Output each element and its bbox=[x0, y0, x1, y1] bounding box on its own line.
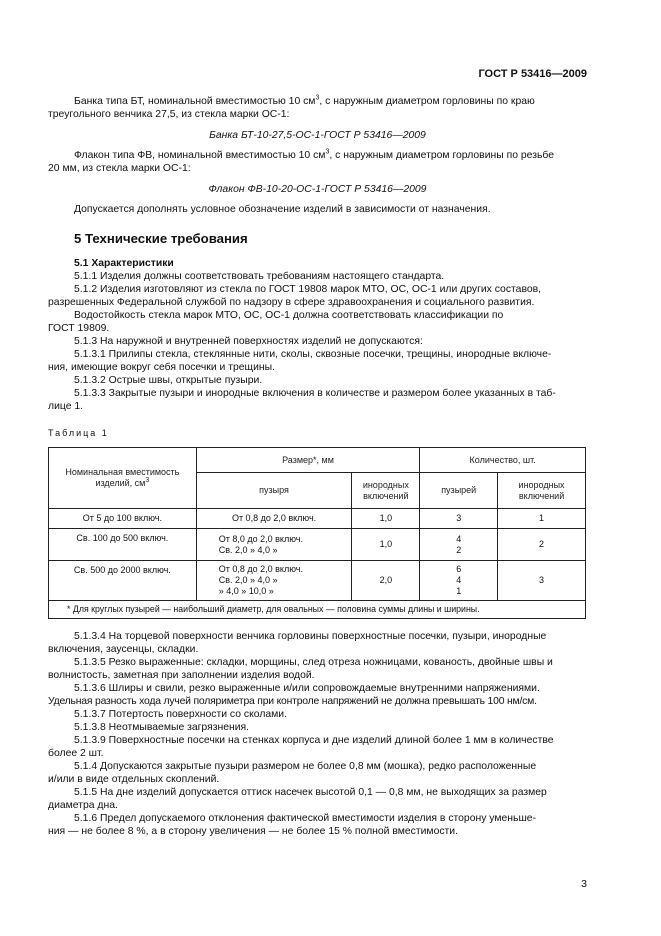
row-bubble-count: 4 2 bbox=[420, 529, 498, 561]
row-capacity: Св. 500 до 2000 включ. bbox=[49, 561, 197, 601]
clause-5-1-4-line-1: 5.1.4 Допускаются закрытые пузыри размером не более 0,8 мм (мошка), редко расположенные bbox=[74, 761, 537, 772]
section-title: 5 Технические требования bbox=[74, 231, 248, 246]
clause-5-1-3: 5.1.3 На наружной и внутренней поверхностях изделий не допускаются: bbox=[74, 336, 423, 347]
page-number: 3 bbox=[581, 878, 587, 890]
row-bubble-count: 3 bbox=[420, 509, 498, 529]
clause-5-1-2-line-4: ГОСТ 19809. bbox=[48, 323, 110, 334]
document-id: ГОСТ Р 53416—2009 bbox=[478, 68, 587, 80]
row-inclusion-size: 2,0 bbox=[352, 561, 420, 601]
clause-5-1-2-line-3: Водостойкость стекла марок МТО, ОС, ОС-1 должна соответствовать классификации по bbox=[74, 310, 504, 321]
clause-5-1-3-4-line-2: включения, заусенцы, складки. bbox=[48, 644, 199, 655]
subheader-bubble-count: пузырей bbox=[420, 473, 498, 509]
intro-paragraph-3: Допускается дополнять условное обозначение изделий в зависимости от назначения. bbox=[74, 204, 491, 215]
clause-5-1-3-1-line-2: ния, имеющие вокруг себя посечки и трещины. bbox=[48, 362, 275, 373]
clause-5-1-3-5-line-2: волнистость, заметная при заполнении изделия водой. bbox=[48, 670, 315, 681]
header-size: Размер*, мм bbox=[196, 448, 420, 473]
row-inclusion-count: 3 bbox=[498, 561, 586, 601]
intro-paragraph-2: Флакон типа ФВ, номинальной вместимостью 10 $см^3$, с наружным диаметром горловины по резьбе bbox=[74, 148, 554, 161]
row-capacity: От 5 до 100 включ. bbox=[49, 509, 197, 529]
clause-5-1-3-9-line-2: более 2 шт. bbox=[48, 748, 104, 759]
clause-5-1-3-2: 5.1.3.2 Острые швы, открытые пузыри. bbox=[74, 375, 263, 386]
clause-5-1-6-line-1: 5.1.6 Предел допускаемого отклонения фактической вместимости изделия в сторону уменьше- bbox=[74, 813, 537, 824]
header-quantity: Количество, шт. bbox=[420, 448, 586, 473]
clause-5-1-3-9-line-1: 5.1.3.9 Поверхностные посечки на стенках корпуса и дне изделий длиной более 1 мм в количестве bbox=[74, 735, 554, 746]
row-bubble-size: От 0,8 до 2,0 включ. bbox=[196, 509, 352, 529]
table-1 bbox=[48, 447, 586, 619]
clause-5-1-1: 5.1.1 Изделия должны соответствовать требованиям настоящего стандарта. bbox=[74, 271, 445, 282]
clause-5-1-5-line-1: 5.1.5 На дне изделий допускается оттиск насечек высотой 0,1 — 0,8 мм, не выходящих за размер bbox=[74, 787, 547, 798]
table-row bbox=[49, 561, 586, 601]
example-designation-1: Банка БТ-10-27,5-ОС-1-ГОСТ Р 53416—2009 bbox=[209, 130, 426, 141]
subheader-inclusion-size: инородных включений bbox=[352, 473, 420, 509]
row-bubble-count: 6 4 1 bbox=[420, 561, 498, 601]
clause-5-1-3-7: 5.1.3.7 Потертость поверхности со сколами. bbox=[74, 709, 287, 720]
clause-5-1-3-6-line-1: 5.1.3.6 Шлиры и свили, резко выраженные и/или сопровождаемые внутренними напряжениями. bbox=[74, 683, 540, 694]
row-inclusion-count: 2 bbox=[498, 529, 586, 561]
clause-5-1-3-3-line-1: 5.1.3.3 Закрытые пузыри и инородные включения в количестве и размером более указанных в таб- bbox=[74, 388, 556, 399]
intro-paragraph-1: Банка типа БТ, номинальной вместимостью 10 $см^3$, с наружным диаметром горловины по краю bbox=[74, 94, 535, 107]
table-footnote: * Для круглых пузырей — наибольший диаметр, для овальных — половина суммы длины и ширины. bbox=[49, 601, 586, 619]
row-inclusion-count: 1 bbox=[498, 509, 586, 529]
header-capacity: Номинальная вместимость изделий, $см^3$ bbox=[49, 448, 197, 509]
row-bubble-size: От 0,8 до 2,0 включ. Св. 2,0 » 4,0 » » 4,0 » 10,0 » bbox=[196, 561, 352, 601]
clause-5-1-3-6-line-2: Удельная разность хода лучей поляриметра при контроле напряжений не должна превышать 100 нм/см. bbox=[48, 696, 537, 707]
row-capacity: Св. 100 до 500 включ. bbox=[49, 529, 197, 561]
intro-paragraph-1-cont: треугольного венчика 27,5, из стекла марки ОС-1: bbox=[48, 109, 290, 120]
clause-5-1-2-line-1: 5.1.2 Изделия изготовляют из стекла по ГОСТ 19808 марок МТО, ОС, ОС-1 или других составов, bbox=[74, 284, 542, 295]
table-row bbox=[49, 509, 586, 529]
subheader-inclusion-count: инородных включений bbox=[498, 473, 586, 509]
subsection-title: 5.1 Характеристики bbox=[74, 258, 174, 269]
clause-5-1-6-line-2: ния — не более 8 %, а в сторону увеличения — не более 15 % полной вместимости. bbox=[48, 826, 458, 837]
subheader-bubble-size: пузыря bbox=[196, 473, 352, 509]
table-caption: Таблица 1 bbox=[48, 428, 109, 438]
intro-paragraph-2-cont: 20 мм, из стекла марки ОС-1: bbox=[48, 163, 191, 174]
clause-5-1-5-line-2: диаметра дна. bbox=[48, 800, 118, 811]
row-inclusion-size: 1,0 bbox=[352, 529, 420, 561]
clause-5-1-2-line-2: разрешенных Федеральной службой по надзору в сфере здравоохранения и социального развития. bbox=[48, 297, 535, 308]
example-designation-2: Флакон ФВ-10-20-ОС-1-ГОСТ Р 53416—2009 bbox=[208, 184, 427, 195]
clause-5-1-3-3-line-2: лице 1. bbox=[48, 401, 84, 412]
clause-5-1-4-line-2: и/или в виде отдельных скоплений. bbox=[48, 774, 220, 785]
table-row bbox=[49, 529, 586, 561]
clause-5-1-3-5-line-1: 5.1.3.5 Резко выраженные: складки, морщины, след отреза ножницами, кованость, двойные швы и bbox=[74, 657, 553, 668]
clause-5-1-3-1-line-1: 5.1.3.1 Прилипы стекла, стеклянные нити, сколы, сквозные посечки, трещины, инородные включе- bbox=[74, 349, 552, 360]
clause-5-1-3-8: 5.1.3.8 Неотмываемые загрязнения. bbox=[74, 722, 250, 733]
row-inclusion-size: 1,0 bbox=[352, 509, 420, 529]
row-bubble-size: От 8,0 до 2,0 включ. Св. 2,0 » 4,0 » bbox=[196, 529, 352, 561]
clause-5-1-3-4-line-1: 5.1.3.4 На торцевой поверхности венчика горловины поверхностные посечки, пузыри, инородные bbox=[74, 631, 547, 642]
